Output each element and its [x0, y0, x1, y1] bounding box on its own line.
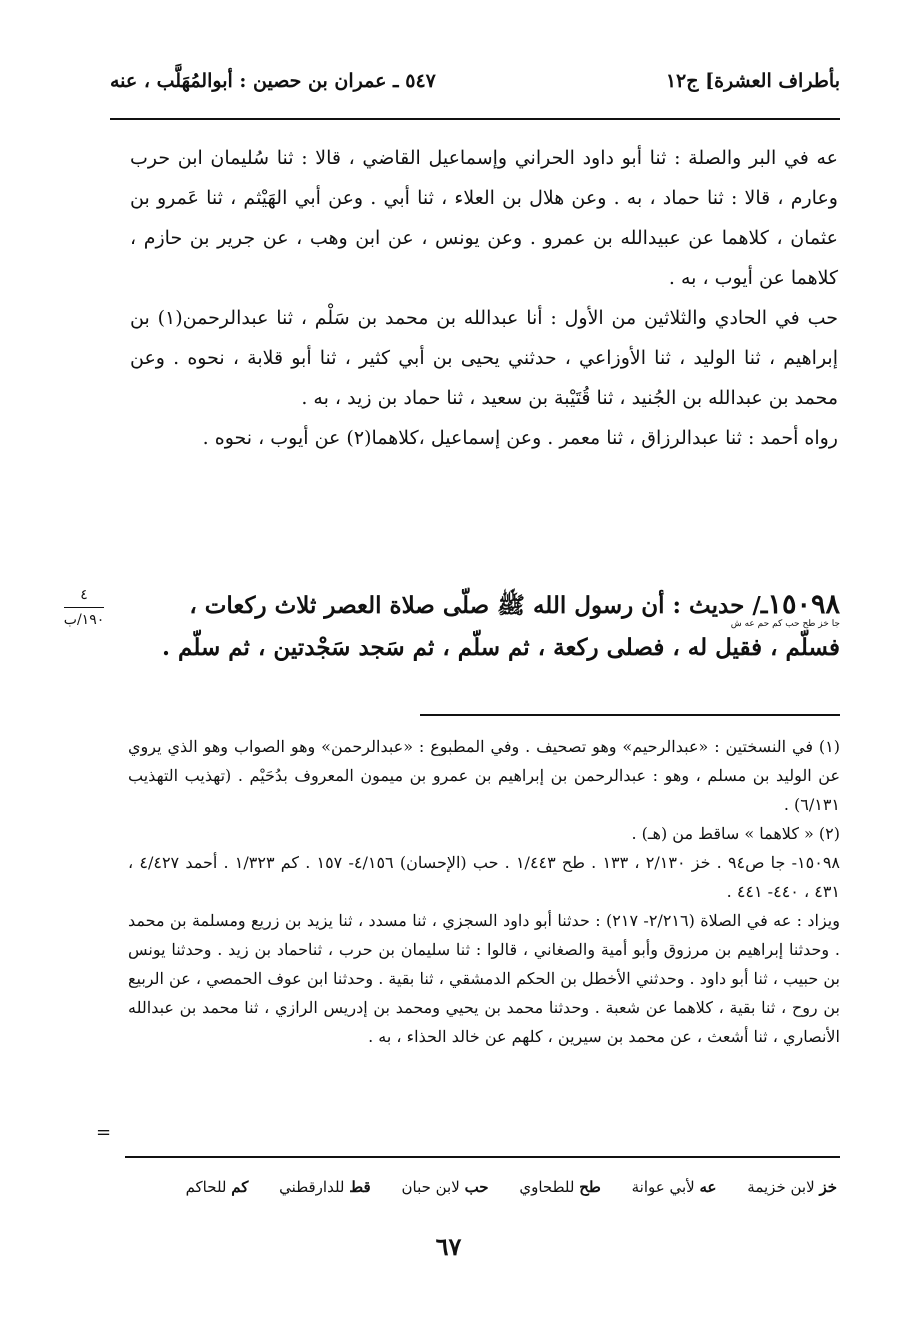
folio-note-divider: [64, 607, 104, 608]
running-header: [110, 70, 840, 104]
abbreviation-key: [125, 1175, 837, 1199]
paragraph-ahmad: رواه أحمد : ثنا عبدالرزاق ، ثنا معمر . وعن إسماعيل ،كلاهما(٢) عن أيوب ، نحوه .: [202, 427, 838, 449]
abbr-code: خز: [819, 1178, 837, 1196]
abbr-code: عه: [699, 1178, 717, 1196]
page-number: ٦٧: [435, 1232, 462, 1261]
footnote-additions: ويزاد : عه في الصلاة (٢/٢١٦- ٢١٧) : حدثنا أبو داود السجزي ، ثنا مسدد ، ثنا يزيد بن زريع ومسلمة بن محمد . وحدثنا إبراهيم بن مرزوق وأبو أمية والصغاني ، قالوا : ثنا سليمان بن حرب ، ثناحماد بن زيد . وحدثنا يونس بن حبيب ، ثنا أبو داود . وحدثني الأخطل بن الحكم الدمشقي ، ثنا بقية . وحدثنا ابن عوف الحمصي ، عن الربيع بن روح ، ثنا بقية ، كلاهما عن شعبة . وحدثنا محمد بن يحيي ومحمد بن إدريس الرازي ، ثنا محمد بن عبدالله الأنصاري ، ثنا أشعث ، عن محمد بن سيرين ، كلهم عن خالد الحذاء ، به .: [128, 911, 840, 1046]
abbr-item: [279, 1175, 371, 1199]
abbr-item: [186, 1175, 249, 1199]
footnote-1: (١) في النسختين : «عبدالرحيم» وهو تصحيف . وفي المطبوع : «عبدالرحمن» وهو الصواب وهو الذي يروي عن الوليد بن مسلم ، وهو : عبدالرحمن بن إبراهيم بن عمرو بن ميمون المعروف بدُحَيْم . (تهذيب التهذيب ٦/١٣١) .: [128, 737, 840, 814]
abbr-label: لأبي عوانة: [631, 1178, 695, 1196]
abbr-item: [632, 1175, 717, 1199]
footnote-2: (٢) « كلاهما » ساقط من (هـ) .: [631, 824, 840, 843]
manuscript-folio-note: [58, 586, 110, 629]
footnotes: [128, 732, 840, 1051]
abbr-item: [747, 1175, 837, 1199]
folio-note-top: ٤: [80, 587, 88, 603]
folio-note-bottom: ١٩٠/ب: [63, 612, 105, 628]
hadith-text-1: ـ/ حديث : أن رسول الله ﷺ صلّى صلاة العصر ثلاث ركعات ،: [189, 592, 768, 619]
paragraph-abu-awana: عه في البر والصلة : ثنا أبو داود الحراني وإسماعيل القاضي ، قالا : ثنا سُليمان ابن حرب وعارم ، قالا : ثنا حماد ، به . وعن هلال بن العلاء ، ثنا أبي . وعن أبي الهَيْثم ، ثنا عَمرو بن عثمان ، كلاهما عن عبيدالله بن عمرو . وعن يونس ، عن ابن وهب ، عن جرير بن حازم ، كلاهما عن أيوب ، به .: [130, 147, 838, 289]
continuation-mark: =: [96, 1122, 112, 1143]
footnote-rule: [420, 714, 840, 716]
hadith-number: ١٥٠٩٨: [767, 589, 840, 620]
paragraph-ibn-hibban: حب في الحادي والثلاثين من الأول : أنا عبدالله بن محمد بن سَلْم ، ثنا عبدالرحمن(١) بن إبراهيم ، ثنا الوليد ، ثنا الأوزاعي ، حدثني يحيى بن أبي كثير ، ثنا أبو قلابة ، نحوه . وعن محمد بن عبدالله بن الجُنيد ، ثنا قُتَيْبة بن سعيد ، ثنا حماد بن زيد ، به .: [130, 307, 838, 409]
abbreviation-rule: [125, 1156, 840, 1158]
main-text: [130, 138, 838, 458]
abbr-item: [401, 1175, 488, 1199]
abbr-label: للطحاوي: [519, 1178, 575, 1196]
abbr-code: طح: [579, 1178, 601, 1196]
abbr-label: لابن خزيمة: [747, 1178, 815, 1196]
hadith-line-2: فسلّم ، فقيل له ، فصلى ركعة ، ثم سلّم ، ثم سَجد سَجْدتين ، ثم سلّم .: [162, 634, 840, 661]
abbr-label: للحاكم: [185, 1178, 227, 1196]
abbr-label: للدارقطني: [279, 1178, 345, 1196]
abbr-label: لابن حبان: [401, 1178, 460, 1196]
header-rule: [110, 118, 840, 120]
abbr-code: حب: [464, 1178, 489, 1196]
hadith-sigla: جا خز طح حب كم حم عه ش: [730, 619, 840, 629]
footnote-sources: ١٥٠٩٨- جا ص٩٤ . خز ٢/١٣٠ ، ١٣٣ . طح ١/٤٤٣ . حب (الإحسان) ٤/١٥٦- ١٥٧ . كم ١/٣٢٣ . أحمد ٤/٤٢٧ ، ٤٣١ ، ٤٤٠- ٤٤١ .: [128, 853, 841, 901]
header-chapter-title: ٥٤٧ ـ عمران بن حصين : أبوالمُهَلَّب ، عنه: [110, 70, 436, 92]
abbr-code: قط: [349, 1178, 371, 1196]
abbr-code: كم: [231, 1178, 249, 1196]
header-book-title: بأطراف العشرة] ج١٢: [665, 70, 840, 92]
abbr-item: [519, 1175, 600, 1199]
